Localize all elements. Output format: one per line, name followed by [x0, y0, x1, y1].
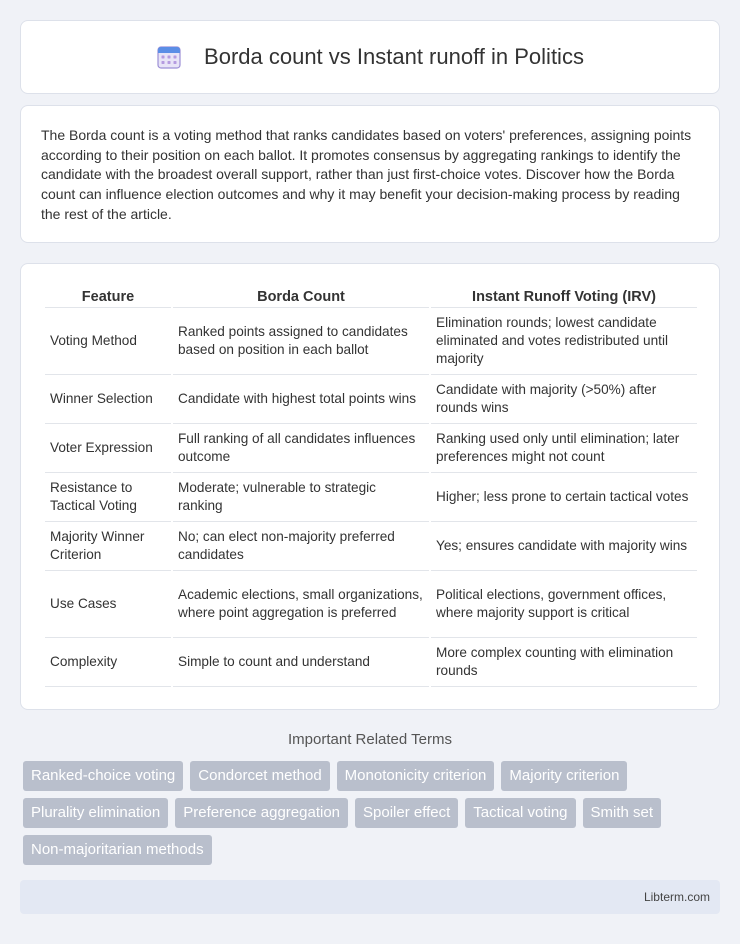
tag-plurality-elimination[interactable]: Plurality elimination: [23, 798, 168, 828]
table-row: [45, 473, 697, 522]
tag-ranked-choice-voting[interactable]: Ranked-choice voting: [23, 761, 183, 791]
tag-preference-aggregation[interactable]: Preference aggregation: [175, 798, 348, 828]
table-cell-irv: Higher; less prone to certain tactical votes: [431, 473, 697, 522]
table-cell-feature: Use Cases: [45, 571, 171, 638]
table-cell-borda: Ranked points assigned to candidates based on position in each ballot: [173, 308, 429, 375]
table-cell-feature: Resistance to Tactical Voting: [45, 473, 171, 522]
table-cell-borda: No; can elect non-majority preferred candidates: [173, 522, 429, 571]
table-cell-borda: Academic elections, small organizations, where point aggregation is preferred: [173, 571, 429, 638]
intro-text: The Borda count is a voting method that ranks candidates based on voters' preferences, assigning points according to their position on each ballot. It promotes consensus by aggregating rankings to identify the candidate with the broadest overall support, rather than just first-choice votes. Discover how the Borda count can influence election outcomes and why it may benefit your decision-making process by reading the rest of the article.: [41, 127, 692, 222]
table-header-row: [45, 284, 697, 308]
table-row: [45, 571, 697, 638]
table-row: [45, 522, 697, 571]
table-row: [45, 375, 697, 424]
related-terms-heading: Important Related Terms: [288, 731, 452, 748]
table-cell-feature: Winner Selection: [45, 375, 171, 424]
table-row: [45, 424, 697, 473]
table-cell-irv: Ranking used only until elimination; later preferences might not count: [431, 424, 697, 473]
table-cell-feature: Voting Method: [45, 308, 171, 375]
table-cell-feature: Complexity: [45, 638, 171, 687]
title-card: [20, 20, 720, 94]
footer-site-link[interactable]: Libterm.com: [643, 890, 710, 904]
tag-monotonicity-criterion[interactable]: Monotonicity criterion: [337, 761, 495, 791]
table-cell-irv: More complex counting with elimination rounds: [431, 638, 697, 687]
table-cell-feature: Voter Expression: [45, 424, 171, 473]
table-cell-irv: Political elections, government offices, where majority support is critical: [431, 571, 697, 638]
calendar-icon: [156, 44, 182, 70]
comparison-table-card: [20, 263, 720, 710]
table-cell-irv: Yes; ensures candidate with majority wins: [431, 522, 697, 571]
table-cell-irv: Candidate with majority (>50%) after rounds wins: [431, 375, 697, 424]
tag-spoiler-effect[interactable]: Spoiler effect: [355, 798, 458, 828]
table-cell-irv: Elimination rounds; lowest candidate eliminated and votes redistributed until majority: [431, 308, 697, 375]
tag-non-majoritarian-methods[interactable]: Non-majoritarian methods: [23, 835, 212, 865]
tag-tactical-voting[interactable]: Tactical voting: [465, 798, 575, 828]
tag-majority-criterion[interactable]: Majority criterion: [501, 761, 627, 791]
tag-condorcet-method[interactable]: Condorcet method: [190, 761, 329, 791]
footer: [20, 880, 720, 914]
column-header-feature: Feature: [45, 284, 171, 308]
intro-card: [20, 105, 720, 243]
column-header-irv: Instant Runoff Voting (IRV): [431, 284, 697, 308]
table-cell-borda: Moderate; vulnerable to strategic ranking: [173, 473, 429, 522]
table-cell-feature: Majority Winner Criterion: [45, 522, 171, 571]
table-row: [45, 638, 697, 687]
comparison-table: [43, 284, 699, 687]
page-title: Borda count vs Instant runoff in Politics: [204, 44, 584, 69]
tag-smith-set[interactable]: Smith set: [583, 798, 662, 828]
table-cell-borda: Full ranking of all candidates influences outcome: [173, 424, 429, 473]
column-header-borda: Borda Count: [173, 284, 429, 308]
table-row: [45, 308, 697, 375]
table-cell-borda: Simple to count and understand: [173, 638, 429, 687]
related-terms-list: [23, 761, 713, 865]
table-cell-borda: Candidate with highest total points wins: [173, 375, 429, 424]
